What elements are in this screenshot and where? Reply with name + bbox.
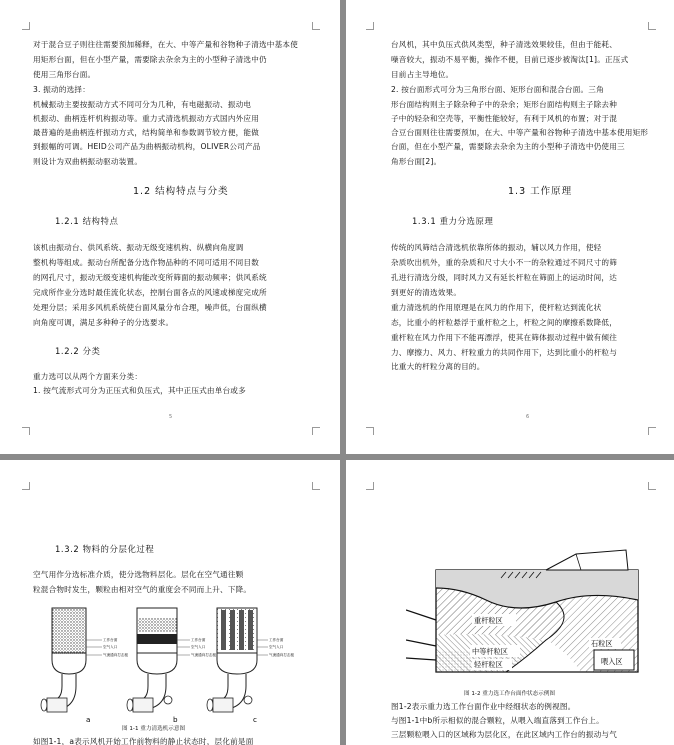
page-number: 6 [526, 414, 530, 420]
subsection-heading: 1.2.2 分类 [55, 346, 101, 356]
diagram-label: 空气入口 [269, 645, 284, 649]
text-line: 完成所作业分选时最佳流化状态，控制台面各点的风速或梯度完成所 [33, 288, 267, 297]
text-line: 目前占主导地位。 [391, 70, 454, 79]
text-line: 1. 按气流形式可分为正压式和负压式，其中正压式由单台或多 [33, 386, 246, 395]
heavy-zone-label: 重杆粒区 [474, 616, 503, 625]
text-line: 3. 振动的选择： [33, 85, 91, 94]
text-line: 力、摩擦力、风力、杆粒重力的共同作用下，达到比重小的杆粒与 [391, 348, 618, 357]
text-line: 用矩形台面，但在小型产量，需要除去杂余为主的小型种子清选中仍 [33, 55, 267, 64]
text-line: 空气用作分选标准介质，使分选物料层化。层化在空气通往颗 [33, 570, 244, 579]
section-heading: 1.3 工作原理 [508, 186, 573, 197]
stone-zone-label: 石粒区 [591, 639, 613, 648]
crop-mark [366, 22, 374, 30]
light-zone-label: 轻杆粒区 [474, 660, 503, 669]
subsection-heading: 1.3.1 重力分选原理 [412, 216, 494, 226]
text-line: 该机由振动台、供风系统、振动无级变速机构、纵横向角度调 [33, 243, 244, 252]
diagram-label: 气流通向打击板 [191, 653, 217, 657]
diagram-label: 工作台面 [191, 638, 206, 642]
page-number: 5 [169, 414, 173, 420]
text-line: 到振幅的可调。HEID公司产品为曲柄振动机构，OLIVER公司产品 [33, 142, 261, 151]
figure-caption: 图 1-2 重力选工作台面作状态示例图 [464, 691, 556, 697]
worktable-diagram [406, 540, 656, 680]
crop-mark [312, 22, 320, 30]
text-line: 孔进行清选分级，同时风力又有延长杆粒在筛面上的运动时间，达 [391, 273, 618, 282]
crop-mark [22, 427, 30, 435]
text-line: 台面，但在小型产量，需要除去杂余为主的小型种子清选中仍使用三 [391, 142, 625, 151]
text-line: 合豆台面则往往需要预加，在大、中等产量和谷物种子清选中基本使用矩形 [391, 128, 649, 137]
text-line: 机振动、曲柄连杆机构振动等。重力式清选机振动方式国内外应用 [33, 114, 260, 123]
text-line: 重力清选机的作用原理是在风力的作用下，使杆粒达到流化状 [391, 303, 602, 312]
crop-mark [312, 427, 320, 435]
text-line: 使用三角形台面。 [33, 70, 96, 79]
text-line: 与图1-1中b所示相似的混合颗粒，从喂入端直落到工作台上。 [391, 716, 604, 725]
text-line: 的网孔尺寸，振动无级变速机构能改变所筛面的振动频率；供风系统 [33, 273, 267, 282]
subsection-heading: 1.2.1 结构特点 [55, 216, 119, 226]
text-line: 2. 按台面形式可分为三角形台面、矩形台面和混合台面。三角 [391, 85, 604, 94]
diagram-label: 空气入口 [191, 645, 206, 649]
text-line: 整机构等组成。振动台所配备分选作物品种的不同可适用不同目数 [33, 258, 260, 267]
separator-diagram [40, 600, 300, 725]
subfigure-label-b: b [173, 715, 178, 724]
crop-mark [366, 482, 374, 490]
text-line: 向角度可调，满足多种种子的分选要求。 [33, 318, 174, 327]
text-line: 角形台面[2]。 [391, 157, 442, 166]
crop-mark [22, 22, 30, 30]
page-1 [0, 0, 340, 454]
page-2 [346, 0, 674, 454]
diagram-label: 空气入口 [103, 645, 118, 649]
text-line: 重杆粒在风力作用下不能再漂浮，使其在筛体振动过程中做有倾往 [391, 333, 618, 342]
text-line: 子中的轻杂和空壳等，平衡性能较好，有利于风机的布置；对于混 [391, 114, 618, 123]
text-line: 比重大的杆粒分离的目的。 [391, 362, 485, 371]
subsection-heading: 1.3.2 物料的分层化过程 [55, 544, 155, 554]
machine-c [207, 608, 268, 712]
subfigure-label-c: c [253, 715, 257, 724]
text-line: 机械振动主要按振动方式不同可分为几种，有电磁振动、振动电 [33, 100, 252, 109]
text-line: 重力选可以从两个方面来分类： [33, 372, 143, 381]
subfigure-label-a: a [86, 715, 91, 724]
crop-mark [22, 482, 30, 490]
section-heading: 1.2 结构特点与分类 [133, 186, 229, 197]
text-line: 如图1-1，a表示风机开始工作前物料的静止状态时，层化前是面 [33, 737, 254, 745]
diagram-label: 气流通向打击板 [269, 653, 295, 657]
text-line: 到更好的清选效果。 [391, 288, 462, 297]
page-3 [0, 460, 340, 745]
text-line: 形台面结构则主子除杂种子中的杂余；矩形台面结构则主子除去种 [391, 100, 618, 109]
diagram-label: 工作台面 [103, 638, 118, 642]
text-line: 传统的风筛结合清选机依靠所体的振动，辅以风力作用，使轻 [391, 243, 602, 252]
feed-zone-label: 喂入区 [601, 657, 623, 666]
text-line: 图1-2表示重力选工作台面作业中经细状态的例视图。 [391, 702, 576, 711]
machine-a [41, 608, 102, 712]
crop-mark [648, 482, 656, 490]
diagram-label: 气流通向打击板 [103, 653, 129, 657]
text-line: 台风机，其中负压式供风类型，种子清选效果较佳，但由于能耗、 [391, 40, 618, 49]
text-line: 态，比重小的杆粒悬浮于重杆粒之上，杆粒之间的摩擦系数降低， [391, 318, 618, 327]
text-line: 杂质吹出机外，重的杂质和尺寸大小不一的杂粒通过不同尺寸的筛 [391, 258, 618, 267]
diagram-label: 工作台面 [269, 638, 284, 642]
crop-mark [648, 22, 656, 30]
figure-caption: 图 1-1 重力清选机示意图 [122, 726, 186, 732]
text-line: 三层颗粒喂入口的区域称为层化区，在此区域内工作台的振动与气 [391, 730, 618, 739]
text-line: 处理分层；采用多风机系统使台面风量分布合理，噪声低，台面纵横 [33, 303, 267, 312]
crop-mark [312, 482, 320, 490]
machine-b [127, 608, 190, 712]
page-4 [346, 460, 674, 745]
crop-mark [648, 427, 656, 435]
medium-zone-label: 中等杆粒区 [472, 647, 508, 656]
text-line: 粒混合物时发生，颗粒由相对空气的重度会不同而上升、下降。 [33, 585, 252, 594]
text-line: 最普遍的是曲柄连杆振动方式，结构简单和参数调节较方便，能做 [33, 128, 260, 137]
crop-mark [366, 427, 374, 435]
text-line: 对于混合豆子则往往需要预加稀释，在大、中等产量和谷物种子清选中基本使 [33, 40, 298, 49]
text-line: 则设计为双曲柄振动驱动装置。 [33, 157, 143, 166]
text-line: 噪音较大，振动不易平衡，操作不便，目前已逐步被淘汰[1]。正压式 [391, 55, 629, 64]
